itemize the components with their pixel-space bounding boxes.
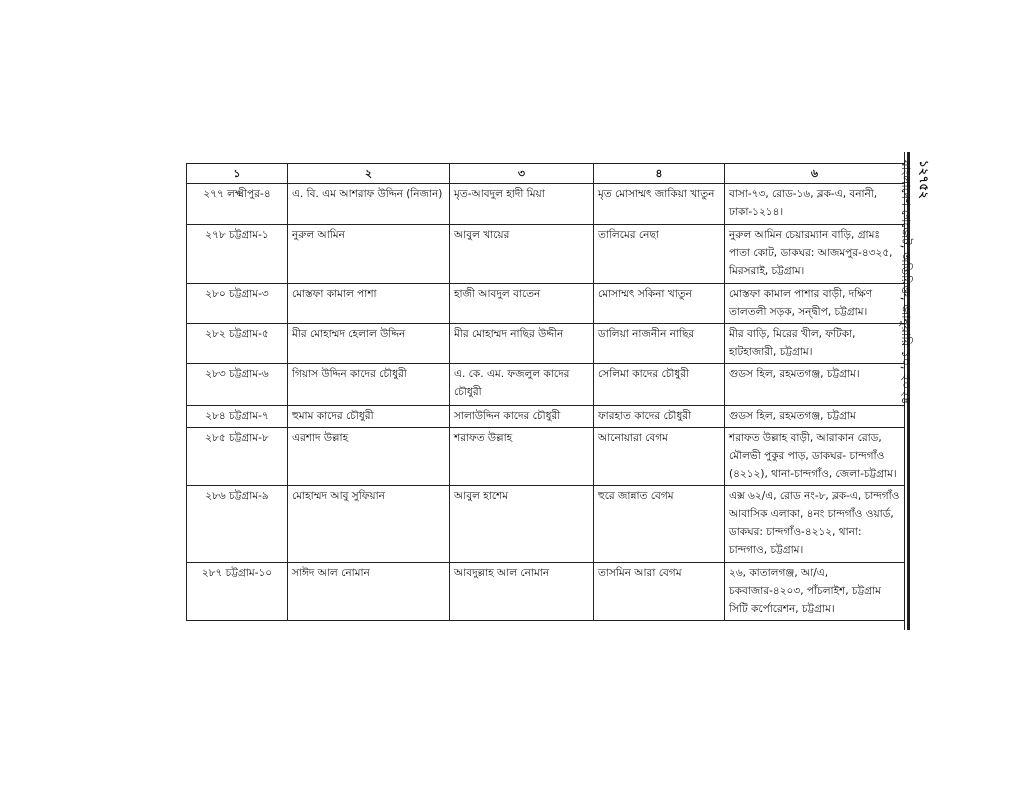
constituency-cell: ২৭৮ চট্টগ্রাম-১: [187, 225, 288, 284]
running-title: বাংলাদেশ গেজেট, অতিরিক্ত, জানুয়ারি ১০, ২০২৪: [899, 160, 913, 405]
constituency-cell: ২৮৩ চট্টগ্রাম-৬: [187, 364, 288, 406]
candidate-name-cell: এ. বি. এম আশরাফ উদ্দিন (নিজান): [288, 184, 450, 225]
candidate-name-cell: গিয়াস উদ্দিন কাদের চৌধুরী: [288, 364, 450, 406]
father-name-cell: আবুল হাশেম: [450, 486, 594, 563]
candidate-name-cell: এরশাদ উল্লাহ: [288, 428, 450, 486]
running-header: [899, 160, 933, 540]
mother-name-cell: মৃত মোসাম্মৎ জাকিয়া খাতুন: [594, 184, 725, 225]
column-header: ১: [187, 164, 288, 184]
table-row: [187, 428, 905, 486]
candidate-name-cell: সাঈদ আল নোমান: [288, 563, 450, 621]
father-name-cell: এ. কে. এম. ফজলুল কাদের চৌধুরী: [450, 364, 594, 406]
mother-name-cell: সেলিমা কাদের চৌধুরী: [594, 364, 725, 406]
candidate-name-cell: মোহাম্মদ আবু সুফিয়ান: [288, 486, 450, 563]
father-name-cell: হাজী আবদুল বাতেন: [450, 284, 594, 324]
mother-name-cell: হুরে জান্নাত বেগম: [594, 486, 725, 563]
address-cell: মোস্তফা কামাল পাশার বাড়ী, দক্ষিণ তালতলী সড়ক, সন্দ্বীপ, চট্টগ্রাম।: [725, 284, 905, 324]
table-row: [187, 284, 905, 324]
table-row: [187, 406, 905, 428]
address-cell: মীর বাড়ি, মিরের খীল, ফটিকা, হাটহাজারী, চট্টগ্রাম।: [725, 324, 905, 364]
constituency-cell: ২৮২ চট্টগ্রাম-৫: [187, 324, 288, 364]
column-header: ৪: [594, 164, 725, 184]
column-header: ২: [288, 164, 450, 184]
page-number: ১২৭৫২: [917, 160, 931, 199]
column-header: ৬: [725, 164, 905, 184]
father-name-cell: আবদুল্লাহ আল নোমান: [450, 563, 594, 621]
candidate-name-cell: মোস্তফা কামাল পাশা: [288, 284, 450, 324]
address-cell: এক্স ৬২/এ, রোড নং-৮, ব্লক-এ, চান্দগাঁও আবাসিক এলাকা, ৪নং চান্দগাঁও ওয়ার্ড, ডাকঘর: চান্দগাঁও-৪২১২, থানা: চান্দগাও, চট্টগ্রাম।: [725, 486, 905, 563]
mother-name-cell: ফারহাত কাদের চৌধুরী: [594, 406, 725, 428]
father-name-cell: মৃত-আবদুল হাদী মিয়া: [450, 184, 594, 225]
father-name-cell: আবুল খায়ের: [450, 225, 594, 284]
address-cell: গুডস হিল, রহমতগঞ্জ, চট্টগ্রাম: [725, 406, 905, 428]
table-row: [187, 184, 905, 225]
table-row: [187, 324, 905, 364]
address-cell: নুরুল আমিন চেয়ারম্যান বাড়ি, গ্রামঃ পাতা কোট, ডাকঘর: আজমপুর-৪৩২৫, মিরসরাই, চট্টগ্রাম।: [725, 225, 905, 284]
constituency-cell: ২৮০ চট্টগ্রাম-৩: [187, 284, 288, 324]
address-cell: শরাফত উল্লাহ বাড়ী, আরাকান রোড, মৌলভী পুকুর পাড়, ডাকঘর- চান্দগাঁও (৪২১২), থানা-চান্দগাঁও, জেলা-চট্টগ্রাম।: [725, 428, 905, 486]
father-name-cell: সালাউদ্দিন কাদের চৌধুরী: [450, 406, 594, 428]
constituency-cell: ২৭৭ লক্ষ্মীপুর-৪: [187, 184, 288, 225]
constituency-cell: ২৮৬ চট্টগ্রাম-৯: [187, 486, 288, 563]
mother-name-cell: ডালিয়া নাজনীন নাছির: [594, 324, 725, 364]
candidate-name-cell: হুমাম কাদের চৌধুরী: [288, 406, 450, 428]
candidate-name-cell: নুরুল আমিন: [288, 225, 450, 284]
table-row: [187, 563, 905, 621]
address-cell: ২৬, কাতালগঞ্জ, আ/এ, চকবাজার-৪২০৩, পাঁচলাইশ, চট্টগ্রাম সিটি কর্পোরেশন, চট্টগ্রাম।: [725, 563, 905, 621]
address-cell: গুডস হিল, রহমতগঞ্জ, চট্টগ্রাম।: [725, 364, 905, 406]
mother-name-cell: তালিমের নেছা: [594, 225, 725, 284]
mother-name-cell: মোসাম্মৎ সকিনা খাতুন: [594, 284, 725, 324]
constituency-cell: ২৮৪ চট্টগ্রাম-৭: [187, 406, 288, 428]
constituency-cell: ২৮৭ চট্টগ্রাম-১০: [187, 563, 288, 621]
table-row: [187, 364, 905, 406]
table-header-row: [187, 164, 905, 184]
table-row: [187, 486, 905, 563]
table-row: [187, 225, 905, 284]
father-name-cell: শরাফত উল্লাহ: [450, 428, 594, 486]
address-cell: বাসা-৭৩, রোড-১৬, ব্লক-এ, বনানী, ঢাকা-১২১৪।: [725, 184, 905, 225]
mother-name-cell: তাসমিন আরা বেগম: [594, 563, 725, 621]
mother-name-cell: আনোয়ারা বেগম: [594, 428, 725, 486]
constituency-cell: ২৮৫ চট্টগ্রাম-৮: [187, 428, 288, 486]
candidate-name-cell: মীর মোহাম্মদ হেলাল উদ্দিন: [288, 324, 450, 364]
candidate-table: [186, 163, 905, 621]
father-name-cell: মীর মোহাম্মদ নাছির উদ্দীন: [450, 324, 594, 364]
column-header: ৩: [450, 164, 594, 184]
